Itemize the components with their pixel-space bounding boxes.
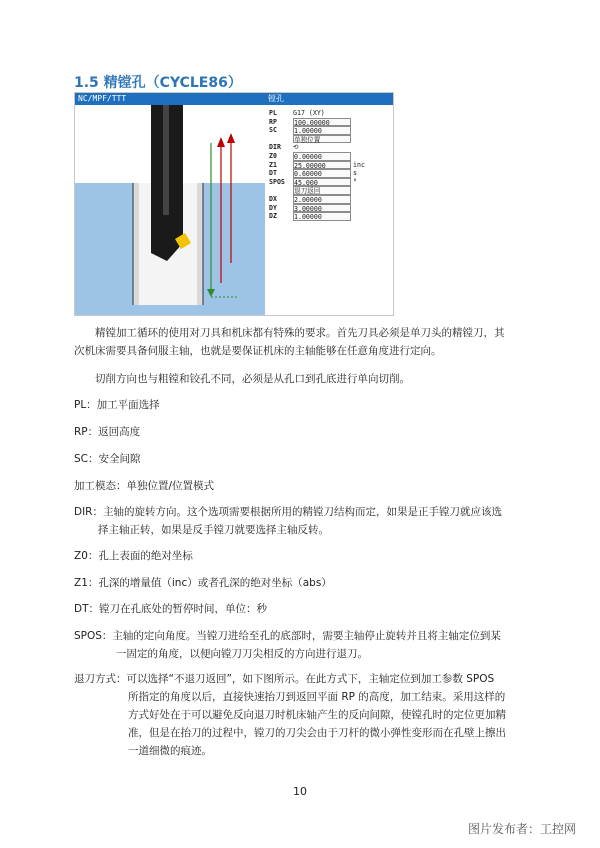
param-row-sc: SC 1.00000 xyxy=(269,126,365,135)
param-row-z0: Z0 0.00000 xyxy=(269,152,365,161)
paragraph-1-line-2: 次机床需要具备伺服主轴，也就是要保证机床的主轴能够在任意角度进行定向。 xyxy=(74,345,442,357)
item-dir-line-2: 择主轴正转，如果是反手镗刀就要选择主轴反转。 xyxy=(98,524,329,536)
param-z1-value[interactable]: 25.00000 xyxy=(293,161,351,170)
param-row-dx: DX 2.00000 xyxy=(269,195,365,204)
param-mode-value[interactable]: 单独位置 xyxy=(293,135,351,144)
param-spos-value[interactable]: 45.000 xyxy=(293,178,351,187)
section-title: 1.5 精镗孔（CYCLE86） xyxy=(74,75,242,91)
param-row-z1: Z1 25.00000 inc xyxy=(269,160,365,170)
paragraph-1-line-1: 精镗加工循环的使用对刀具和机床都有特殊的要求。首先刀具必须是单刀头的精镗刀，其 xyxy=(95,327,505,339)
item-retract-line-2: 所指定的角度以后，直接快速抬刀到返回平面 RP 的高度，加工结束。采用这样的 xyxy=(128,691,506,703)
item-pl: PL：加工平面选择 xyxy=(74,399,160,411)
item-z0: Z0：孔上表面的绝对坐标 xyxy=(74,550,193,562)
param-row-dy: DY 3.00000 xyxy=(269,204,365,213)
right-header: 镗孔 xyxy=(265,93,393,105)
param-row-dir: DIR ⟲ xyxy=(269,143,365,152)
param-row-retract xyxy=(269,186,365,195)
item-retract-line-3: 方式好处在于可以避免反向退刀时机床轴产生的反向间隙，使镗孔时的定位更加精 xyxy=(128,709,506,721)
image-credit: 图片发布者：工控网 xyxy=(467,822,576,836)
parameter-panel xyxy=(265,93,393,315)
left-header: NC/MPF/TTT xyxy=(75,93,265,105)
param-table xyxy=(269,109,365,221)
boring-diagram xyxy=(75,93,265,315)
item-sc: SC：安全间隙 xyxy=(74,453,141,465)
item-retract-line-1: 退刀方式：可以选择“不退刀返回”，如下图所示。在此方式下，主轴定位到加工参数 SPOS xyxy=(74,673,495,685)
item-retract-line-5: 一道细微的痕迹。 xyxy=(128,745,212,757)
paragraph-2: 切削方向也与粗镗和铰孔不同，必须是从孔口到孔底进行单向切削。 xyxy=(95,373,410,385)
param-rp-value[interactable]: 100.00000 xyxy=(293,118,351,127)
param-row-rp: RP 100.00000 xyxy=(269,118,365,127)
param-dir-value[interactable]: ⟲ xyxy=(293,143,299,152)
item-dir-line-1: DIR：主轴的旋转方向。这个选项需要根据所用的精镗刀结构而定，如果是正手镗刀就应该选 xyxy=(74,506,502,518)
item-z1: Z1：孔深的增量值（inc）或者孔深的绝对坐标（abs） xyxy=(74,577,332,589)
param-z0-value[interactable]: 0.00000 xyxy=(293,152,351,161)
param-retract-value[interactable]: 退刀返回 xyxy=(293,186,351,195)
param-dt-value[interactable]: 0.60000 xyxy=(293,169,351,178)
item-dt: DT：镗刀在孔底处的暂停时间，单位：秒 xyxy=(74,603,267,615)
param-row-spos: SPOS 45.000 ° xyxy=(269,177,357,187)
item-rp: RP：返回高度 xyxy=(74,426,141,438)
item-retract-line-4: 准，但是在抬刀的过程中，镗刀的刀尖会由于刀杆的微小弹性变形而在孔壁上擦出 xyxy=(128,727,506,739)
param-dz-value[interactable]: 1.00000 xyxy=(293,212,351,221)
param-row-dz: DZ 1.00000 xyxy=(269,212,365,221)
param-dy-value[interactable]: 3.00000 xyxy=(293,204,351,213)
cycle86-figure xyxy=(74,92,394,316)
param-row-dt: DT 0.60000 s xyxy=(269,169,357,179)
param-pl-value[interactable]: G17 (XY) xyxy=(293,109,325,117)
param-sc-value[interactable]: 1.00000 xyxy=(293,126,351,135)
param-row-pl: PL G17 (XY) xyxy=(269,109,365,118)
param-dx-value[interactable]: 2.00000 xyxy=(293,195,351,204)
item-spos-line-2: 一固定的角度，以便向镗刀刀尖相反的方向进行退刀。 xyxy=(116,648,368,660)
boring-illustration xyxy=(75,93,265,315)
param-row-mode xyxy=(269,135,365,144)
item-mode: 加工模态：单独位置/位置模式 xyxy=(74,480,215,492)
item-spos-line-1: SPOS：主轴的定向角度。当镗刀进给至孔的底部时，需要主轴停止旋转并且将主轴定位到某 xyxy=(74,630,501,642)
page-number: 10 xyxy=(293,785,307,798)
